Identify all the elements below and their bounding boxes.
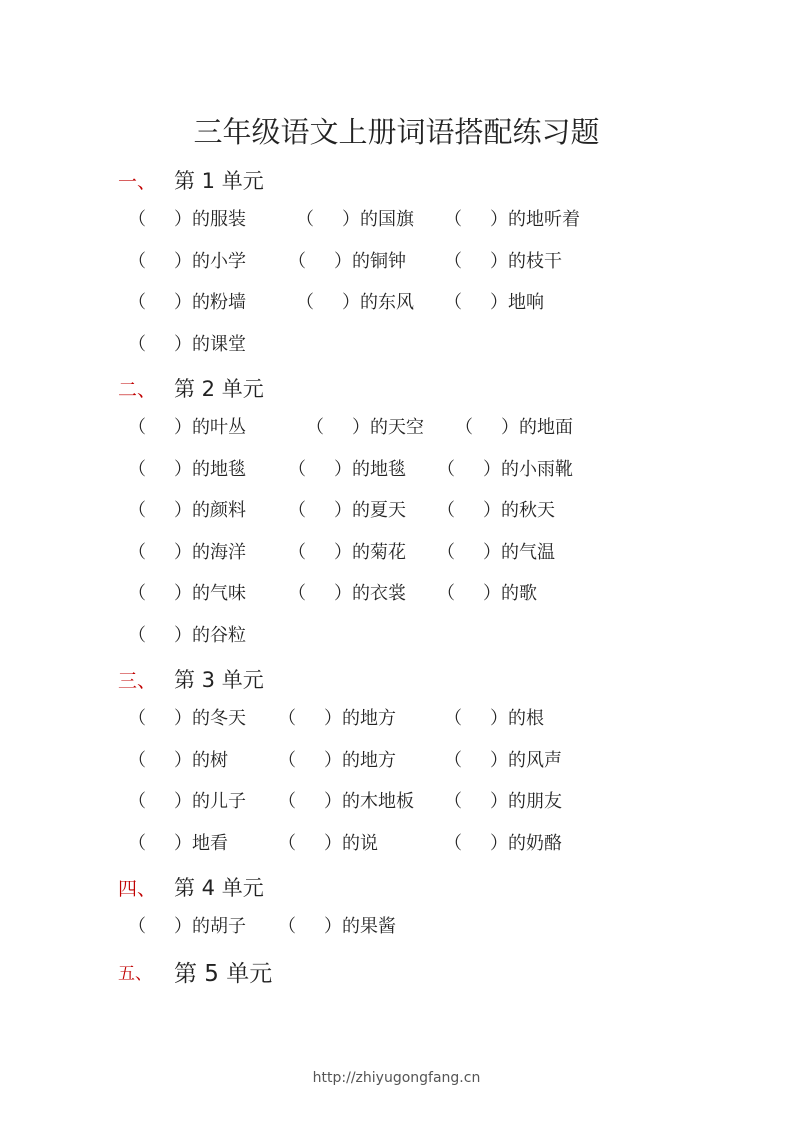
blank-close-paren: ）: [174, 292, 192, 313]
exercise-row: [0, 581, 793, 607]
phrase-text: 的果酱: [342, 916, 396, 937]
blank-close-paren: ）: [324, 750, 342, 771]
blank-open-paren[interactable]: （: [128, 750, 146, 771]
fill-blank-item: [444, 748, 562, 774]
blank-open-paren[interactable]: （: [278, 916, 296, 937]
blank-open-paren[interactable]: （: [278, 750, 296, 771]
fill-blank-item: [128, 623, 246, 649]
blank-open-paren[interactable]: （: [128, 625, 146, 646]
fill-blank-item: [288, 498, 406, 524]
section-heading-2: [118, 373, 264, 403]
fill-blank-item: [296, 207, 414, 233]
blank-open-paren[interactable]: （: [288, 583, 306, 604]
blank-close-paren: ）: [483, 583, 501, 604]
phrase-text: 的服装: [192, 209, 246, 230]
section-heading-1: [118, 165, 264, 195]
section-heading-5: [118, 956, 272, 986]
phrase-text: 的菊花: [352, 542, 406, 563]
blank-open-paren[interactable]: （: [296, 209, 314, 230]
blank-open-paren[interactable]: （: [455, 417, 473, 438]
phrase-text: 的根: [508, 708, 544, 729]
fill-blank-item: [128, 498, 246, 524]
phrase-text: 的衣裳: [352, 583, 406, 604]
fill-blank-item: [455, 415, 573, 441]
fill-blank-item: [128, 540, 246, 566]
blank-close-paren: ）: [490, 708, 508, 729]
phrase-text: 的说: [342, 833, 378, 854]
blank-open-paren[interactable]: （: [437, 542, 455, 563]
blank-open-paren[interactable]: （: [288, 251, 306, 272]
blank-close-paren: ）: [174, 209, 192, 230]
blank-close-paren: ）: [174, 708, 192, 729]
blank-open-paren[interactable]: （: [128, 334, 146, 355]
fill-blank-item: [278, 789, 414, 815]
fill-blank-item: [128, 706, 246, 732]
phrase-text: 的夏天: [352, 500, 406, 521]
phrase-text: 的木地板: [342, 791, 414, 812]
phrase-text: 的枝干: [508, 251, 562, 272]
blank-close-paren: ）: [483, 542, 501, 563]
blank-close-paren: ）: [324, 791, 342, 812]
blank-close-paren: ）: [174, 542, 192, 563]
blank-close-paren: ）: [490, 292, 508, 313]
phrase-text: 的叶丛: [192, 417, 246, 438]
blank-open-paren[interactable]: （: [128, 791, 146, 812]
phrase-text: 的奶酪: [508, 833, 562, 854]
unit-title: 第 3 单元: [174, 668, 264, 692]
blank-open-paren[interactable]: （: [444, 833, 462, 854]
fill-blank-item: [278, 706, 396, 732]
phrase-text: 的谷粒: [192, 625, 246, 646]
fill-blank-item: [128, 581, 246, 607]
exercise-row: [0, 748, 793, 774]
blank-open-paren[interactable]: （: [128, 833, 146, 854]
blank-close-paren: ）: [490, 251, 508, 272]
exercise-row: [0, 457, 793, 483]
exercise-row: [0, 706, 793, 732]
section-numeral: 一、: [118, 170, 157, 193]
exercise-row: [0, 540, 793, 566]
blank-open-paren[interactable]: （: [128, 459, 146, 480]
blank-open-paren[interactable]: （: [444, 750, 462, 771]
phrase-text: 的地方: [342, 750, 396, 771]
blank-close-paren: ）: [501, 417, 519, 438]
blank-open-paren[interactable]: （: [128, 583, 146, 604]
section-numeral: 五、: [118, 963, 152, 984]
exercise-row: [0, 498, 793, 524]
phrase-text: 的冬天: [192, 708, 246, 729]
blank-close-paren: ）: [174, 791, 192, 812]
blank-close-paren: ）: [490, 209, 508, 230]
fill-blank-item: [288, 249, 406, 275]
fill-blank-item: [444, 831, 562, 857]
blank-close-paren: ）: [483, 500, 501, 521]
blank-close-paren: ）: [490, 833, 508, 854]
blank-close-paren: ）: [342, 209, 360, 230]
fill-blank-item: [306, 415, 424, 441]
phrase-text: 的天空: [370, 417, 424, 438]
phrase-text: 的树: [192, 750, 228, 771]
fill-blank-item: [128, 748, 228, 774]
blank-close-paren: ）: [352, 417, 370, 438]
blank-open-paren[interactable]: （: [128, 251, 146, 272]
section-numeral: 四、: [118, 877, 157, 900]
fill-blank-item: [128, 831, 228, 857]
phrase-text: 的小雨靴: [501, 459, 573, 480]
blank-open-paren[interactable]: （: [444, 791, 462, 812]
blank-close-paren: ）: [174, 625, 192, 646]
phrase-text: 的地听着: [508, 209, 580, 230]
section-heading-3: [118, 664, 264, 694]
fill-blank-item: [278, 748, 396, 774]
blank-close-paren: ）: [174, 916, 192, 937]
blank-open-paren[interactable]: （: [128, 542, 146, 563]
blank-open-paren[interactable]: （: [278, 791, 296, 812]
blank-close-paren: ）: [324, 708, 342, 729]
unit-title: 第 2 单元: [174, 377, 264, 401]
exercise-row: [0, 207, 793, 233]
blank-close-paren: ）: [174, 833, 192, 854]
phrase-text: 的儿子: [192, 791, 246, 812]
phrase-text: 的东风: [360, 292, 414, 313]
phrase-text: 的胡子: [192, 916, 246, 937]
footer-url: http://zhiyugongfang.cn: [312, 1070, 481, 1086]
unit-title: 第 1 单元: [174, 169, 264, 193]
phrase-text: 的海洋: [192, 542, 246, 563]
fill-blank-item: [278, 914, 396, 940]
phrase-text: 的地毯: [192, 459, 246, 480]
section-numeral: 三、: [118, 669, 157, 692]
phrase-text: 的地毯: [352, 459, 406, 480]
fill-blank-item: [128, 415, 246, 441]
fill-blank-item: [288, 581, 406, 607]
blank-open-paren[interactable]: （: [444, 209, 462, 230]
blank-open-paren[interactable]: （: [437, 583, 455, 604]
phrase-text: 的风声: [508, 750, 562, 771]
fill-blank-item: [437, 498, 555, 524]
blank-open-paren[interactable]: （: [437, 459, 455, 480]
blank-open-paren[interactable]: （: [444, 292, 462, 313]
phrase-text: 的地面: [519, 417, 573, 438]
fill-blank-item: [444, 207, 580, 233]
fill-blank-item: [437, 457, 573, 483]
fill-blank-item: [128, 290, 246, 316]
fill-blank-item: [437, 540, 555, 566]
blank-open-paren[interactable]: （: [437, 500, 455, 521]
exercise-row: [0, 290, 793, 316]
phrase-text: 的国旗: [360, 209, 414, 230]
phrase-text: 地看: [192, 833, 228, 854]
fill-blank-item: [296, 290, 414, 316]
phrase-text: 的地方: [342, 708, 396, 729]
exercise-row: [0, 789, 793, 815]
blank-close-paren: ）: [490, 791, 508, 812]
fill-blank-item: [128, 207, 246, 233]
blank-close-paren: ）: [174, 750, 192, 771]
fill-blank-item: [128, 789, 246, 815]
blank-open-paren[interactable]: （: [306, 417, 324, 438]
unit-title: 第 5 单元: [174, 960, 273, 987]
exercise-row: [0, 332, 793, 358]
blank-open-paren[interactable]: （: [128, 292, 146, 313]
blank-close-paren: ）: [490, 750, 508, 771]
blank-close-paren: ）: [324, 833, 342, 854]
section-heading-4: [118, 872, 264, 902]
blank-close-paren: ）: [174, 417, 192, 438]
unit-title: 第 4 单元: [174, 876, 264, 900]
blank-open-paren[interactable]: （: [128, 209, 146, 230]
blank-open-paren[interactable]: （: [128, 916, 146, 937]
phrase-text: 的歌: [501, 583, 537, 604]
blank-open-paren[interactable]: （: [278, 833, 296, 854]
blank-open-paren[interactable]: （: [278, 708, 296, 729]
fill-blank-item: [444, 789, 562, 815]
fill-blank-item: [437, 581, 537, 607]
blank-open-paren[interactable]: （: [128, 500, 146, 521]
blank-close-paren: ）: [334, 583, 352, 604]
exercise-row: [0, 623, 793, 649]
blank-open-paren[interactable]: （: [288, 542, 306, 563]
blank-open-paren[interactable]: （: [128, 708, 146, 729]
fill-blank-item: [444, 706, 544, 732]
phrase-text: 地响: [508, 292, 544, 313]
phrase-text: 的朋友: [508, 791, 562, 812]
exercise-row: [0, 249, 793, 275]
phrase-text: 的课堂: [192, 334, 246, 355]
blank-open-paren[interactable]: （: [296, 292, 314, 313]
exercise-row: [0, 914, 793, 940]
blank-close-paren: ）: [483, 459, 501, 480]
blank-close-paren: ）: [174, 334, 192, 355]
fill-blank-item: [444, 290, 544, 316]
blank-open-paren[interactable]: （: [128, 417, 146, 438]
fill-blank-item: [128, 249, 246, 275]
blank-open-paren[interactable]: （: [288, 500, 306, 521]
phrase-text: 的气味: [192, 583, 246, 604]
blank-close-paren: ）: [342, 292, 360, 313]
fill-blank-item: [288, 540, 406, 566]
blank-close-paren: ）: [334, 542, 352, 563]
fill-blank-item: [128, 332, 246, 358]
blank-close-paren: ）: [174, 500, 192, 521]
blank-close-paren: ）: [324, 916, 342, 937]
phrase-text: 的颜料: [192, 500, 246, 521]
fill-blank-item: [444, 249, 562, 275]
page-title: 三年级语文上册词语搭配练习题: [193, 115, 600, 149]
phrase-text: 的粉墙: [192, 292, 246, 313]
blank-open-paren[interactable]: （: [444, 251, 462, 272]
blank-open-paren[interactable]: （: [288, 459, 306, 480]
blank-close-paren: ）: [174, 459, 192, 480]
exercise-row: [0, 415, 793, 441]
blank-close-paren: ）: [334, 500, 352, 521]
phrase-text: 的小学: [192, 251, 246, 272]
fill-blank-item: [288, 457, 406, 483]
fill-blank-item: [128, 457, 246, 483]
phrase-text: 的铜钟: [352, 251, 406, 272]
blank-close-paren: ）: [334, 459, 352, 480]
fill-blank-item: [128, 914, 246, 940]
fill-blank-item: [278, 831, 378, 857]
blank-open-paren[interactable]: （: [444, 708, 462, 729]
phrase-text: 的秋天: [501, 500, 555, 521]
blank-close-paren: ）: [174, 583, 192, 604]
section-numeral: 二、: [118, 378, 157, 401]
blank-close-paren: ）: [174, 251, 192, 272]
blank-close-paren: ）: [334, 251, 352, 272]
exercise-row: [0, 831, 793, 857]
phrase-text: 的气温: [501, 542, 555, 563]
